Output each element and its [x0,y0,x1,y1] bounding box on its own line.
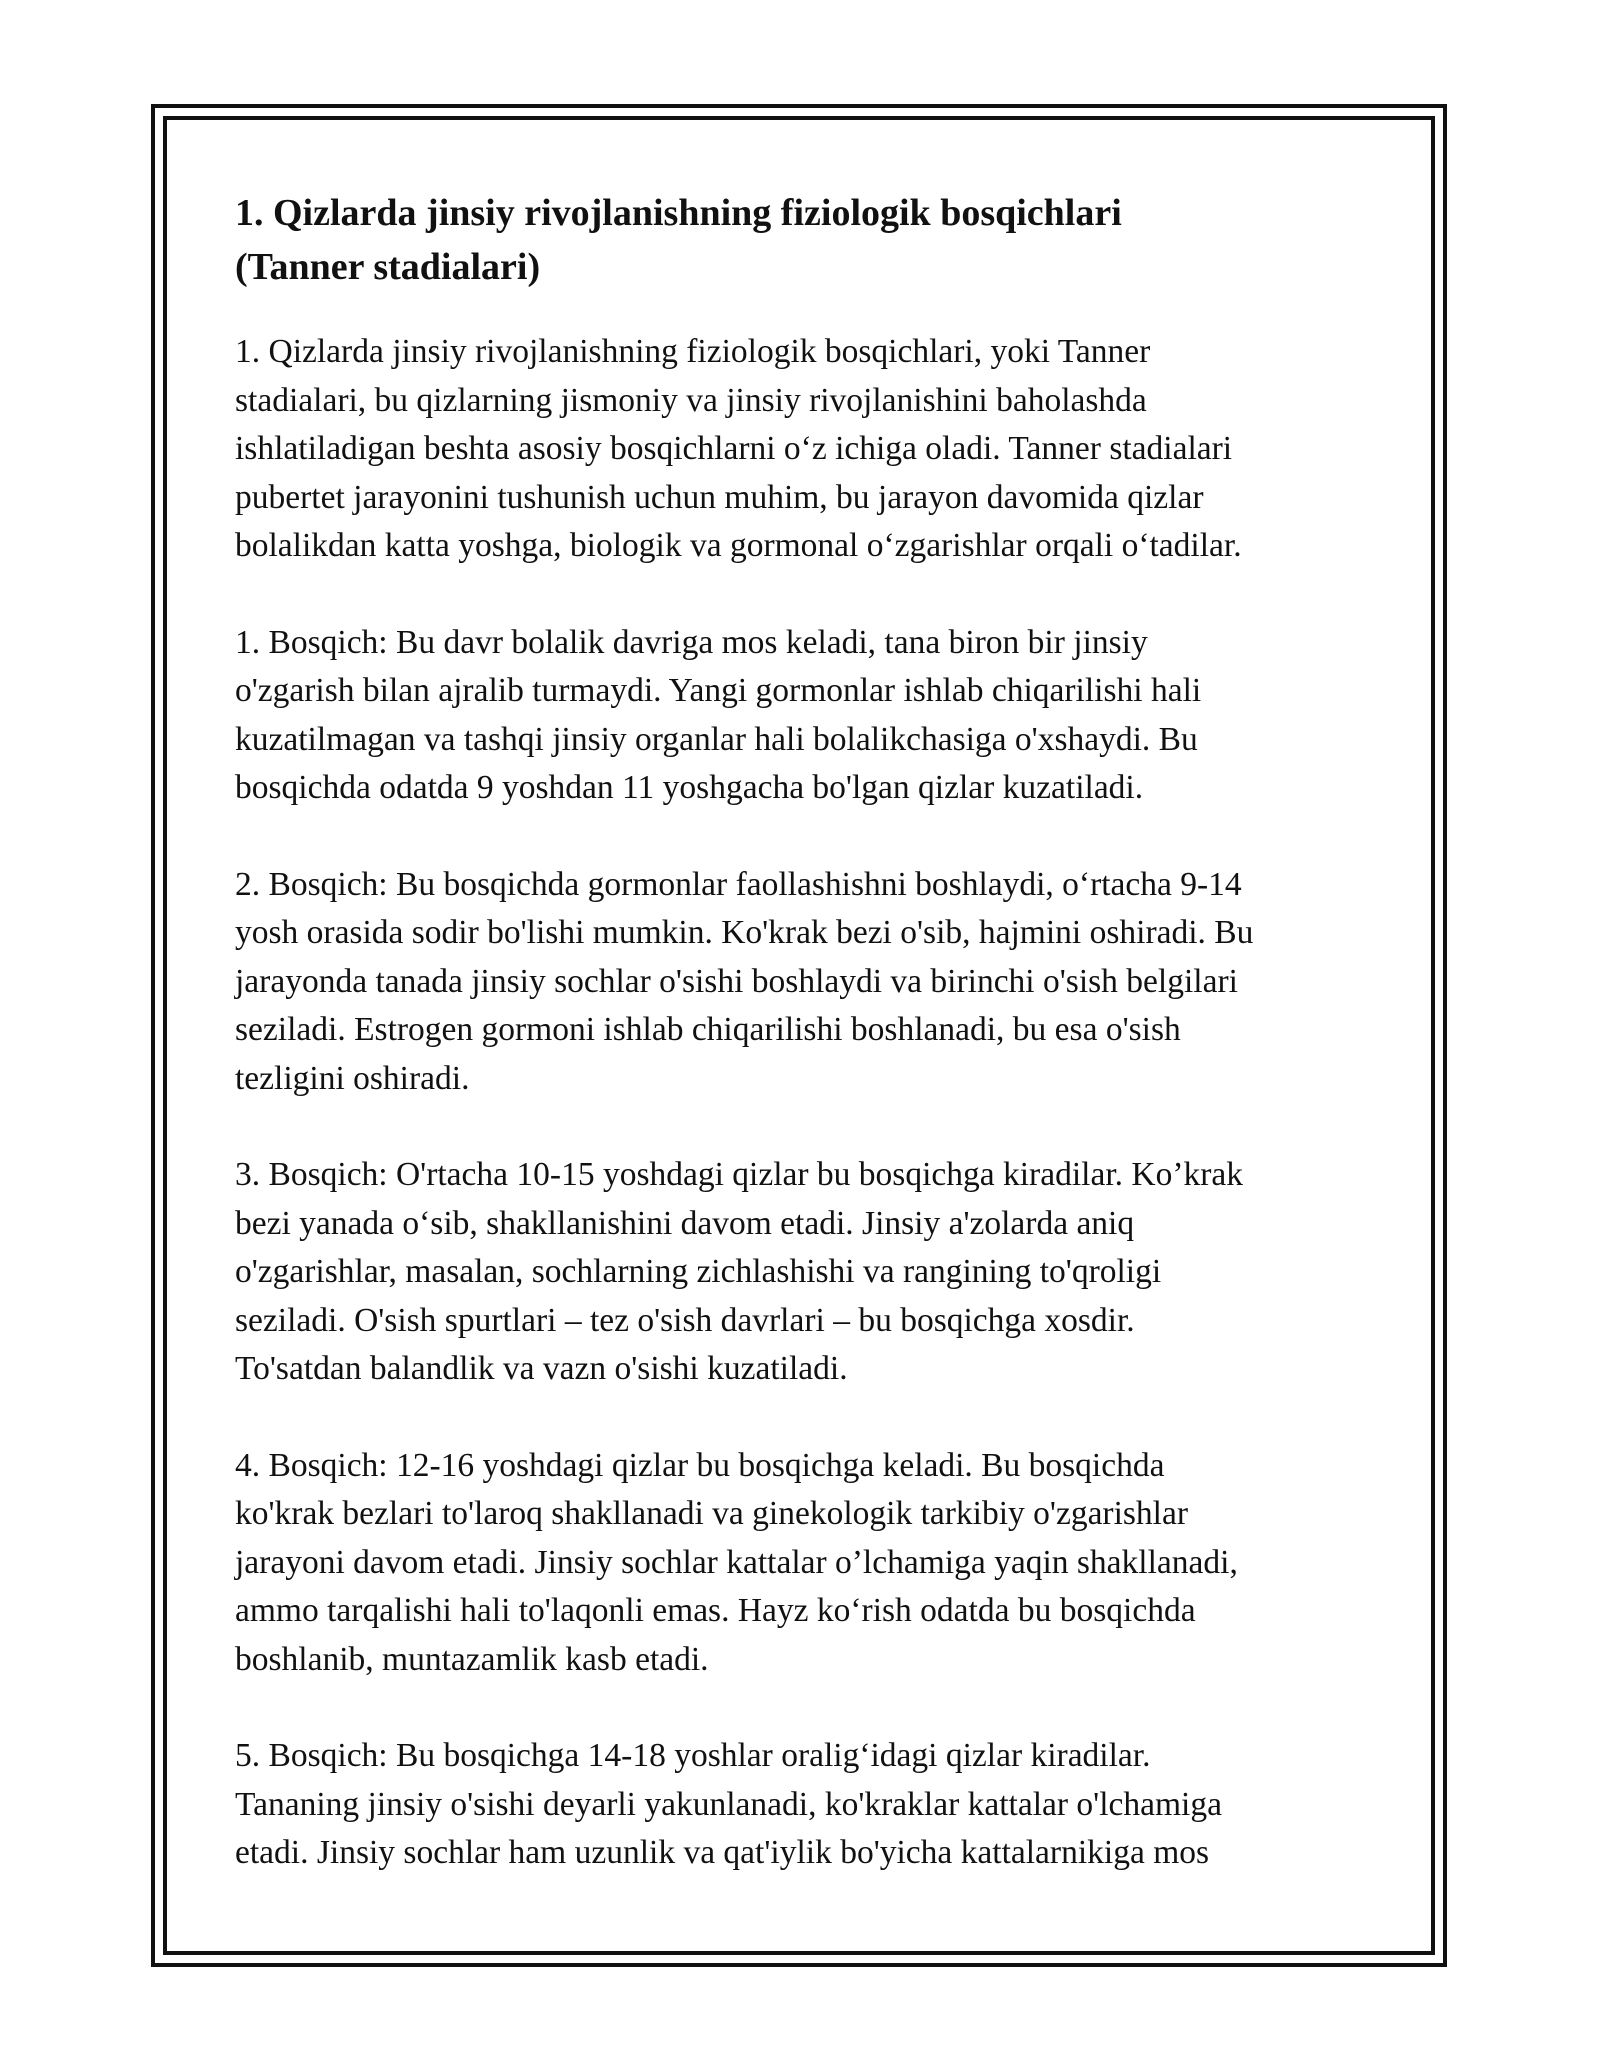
text-line: boshlanib, muntazamlik kasb etadi. [235,1640,709,1678]
paragraph-stage-3 [235,1151,1365,1394]
text-line: 3. Bosqich: O'rtacha 10-15 yoshdagi qizlar bu bosqichga kiradilar. Ko’krak [235,1156,1243,1193]
text-line: ammo tarqalishi hali to'laqonli emas. Hayz ko‘rish odatda bu bosqichda [235,1592,1196,1629]
text-line: 4. Bosqich: 12-16 yoshdagi qizlar bu bosqichga keladi. Bu bosqichda [235,1446,1165,1484]
title-line: (Tanner stadialari) [235,246,541,288]
text-line: yosh orasida sodir bo'lishi mumkin. Ko'krak bezi o'sib, hajmini oshiradi. Bu [235,914,1254,951]
text-line: jarayoni davom etadi. Jinsiy sochlar kattalar o’lchamiga yaqin shakllanadi, [235,1543,1238,1581]
document-content [235,186,1365,1926]
text-line: bolalikdan katta yoshga, biologik va gormonal o‘zgarishlar orqali o‘tadilar. [235,527,1242,564]
text-line: To'satdan balandlik va vazn o'sishi kuzatiladi. [235,1350,848,1387]
text-line: pubertet jarayonini tushunish uchun muhim, bu jarayon davomida qizlar [235,478,1204,516]
text-line: bezi yanada o‘sib, shakllanishini davom etadi. Jinsiy a'zolarda aniq [235,1204,1135,1242]
text-line: etadi. Jinsiy sochlar ham uzunlik va qat'iylik bo'yicha kattalarnikiga mos [235,1834,1210,1871]
text-line: ko'krak bezlari to'laroq shakllanadi va ginekologik tarkibiy o'zgarishlar [235,1495,1189,1532]
text-line: 5. Bosqich: Bu bosqichga 14-18 yoshlar oralig‘idagi qizlar kiradilar. [235,1737,1151,1774]
paragraph-stage-5 [235,1732,1365,1878]
paragraph-stage-1 [235,619,1365,813]
text-line: ishlatiladigan beshta asosiy bosqichlarni o‘z ichiga oladi. Tanner stadialari [235,430,1233,467]
text-line: 2. Bosqich: Bu bosqichda gormonlar faollashishni boshlaydi, o‘rtacha 9-14 [235,865,1242,903]
text-line: o'zgarishlar, masalan, sochlarning zichlashishi va rangining to'qroligi [235,1253,1162,1290]
paragraph-intro [235,328,1365,571]
text-line: tezligini oshiradi. [235,1059,470,1097]
text-line: o'zgarish bilan ajralib turmaydi. Yangi gormonlar ishlab chiqarilishi hali [235,672,1202,709]
text-line: kuzatilmagan va tashqi jinsiy organlar hali bolalikchasiga o'xshaydi. Bu [235,720,1198,758]
document-title [235,186,1365,294]
title-line: 1. Qizlarda jinsiy rivojlanishning fiziologik bosqichlari [235,192,1122,234]
text-line: seziladi. Estrogen gormoni ishlab chiqarilishi boshlanadi, bu esa o'sish [235,1011,1181,1048]
paragraph-stage-4 [235,1442,1365,1685]
text-line: 1. Qizlarda jinsiy rivojlanishning fiziologik bosqichlari, yoki Tanner [235,333,1151,370]
paragraph-stage-2 [235,861,1365,1104]
text-line: Tananing jinsiy o'sishi deyarli yakunlanadi, ko'kraklar kattalar o'lchamiga [235,1785,1222,1823]
text-line: jarayonda tanada jinsiy sochlar o'sishi boshlaydi va birinchi o'sish belgilari [235,962,1238,1000]
text-line: stadialari, bu qizlarning jismoniy va jinsiy rivojlanishini baholashda [235,381,1147,419]
text-line: 1. Bosqich: Bu davr bolalik davriga mos keladi, tana biron bir jinsiy [235,623,1148,661]
text-line: seziladi. O'sish spurtlari – tez o'sish davrlari – bu bosqichga xosdir. [235,1301,1135,1339]
text-line: bosqichda odatda 9 yoshdan 11 yoshgacha bo'lgan qizlar kuzatiladi. [235,769,1144,806]
